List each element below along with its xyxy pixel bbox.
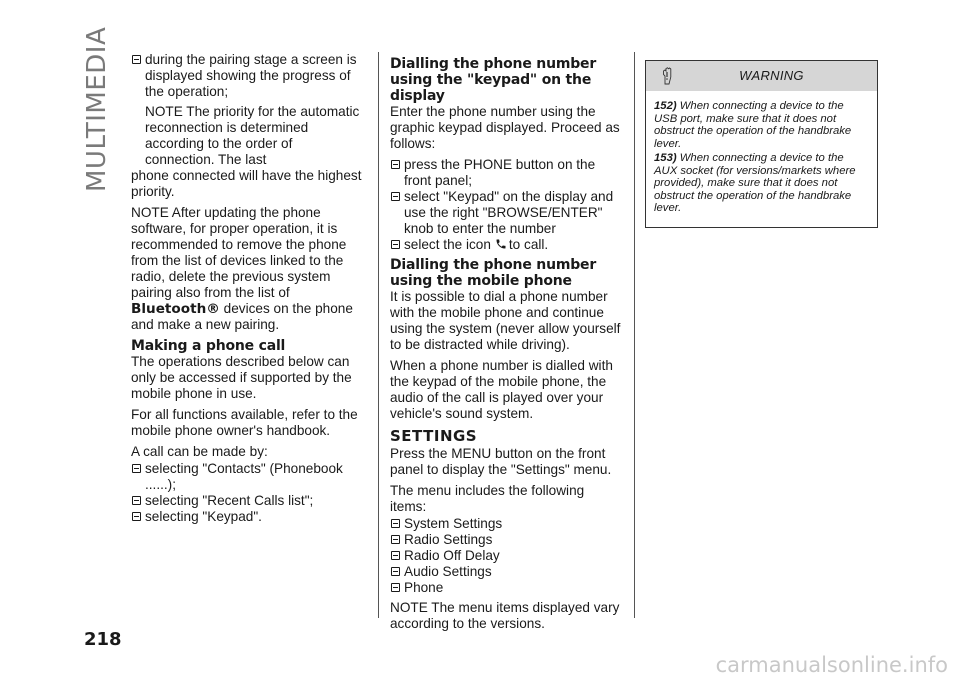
checkbox-bullet-icon: [132, 464, 141, 473]
note-update: NOTE After updating the phone software, for proper operation, it is recommended to remove the phone from the list of devices linked to the radio, delete the previous system pairing also from the list of Bluetooth® devices on the phone and make a new pairing.: [131, 205, 353, 332]
para-keypad: Enter the phone number using the graphic keypad displayed. Proceed as follows:: [390, 104, 620, 151]
checkbox-bullet-icon: [391, 519, 400, 528]
checkbox-bullet-icon: [391, 567, 400, 576]
page-number: 218: [84, 629, 122, 650]
para-functions: For all functions available, refer to the mobile phone owner's handbook.: [131, 407, 358, 438]
checkbox-bullet-icon: [391, 551, 400, 560]
heading-keypad: Dialling the phone number using the "keypad" on the display: [390, 56, 597, 104]
checkbox-bullet-icon: [391, 240, 400, 249]
list-item: selecting "Keypad".: [131, 509, 363, 525]
warning-header: [646, 61, 877, 91]
warning-item: 153) When connecting a device to the AUX socket (for versions/markets where provided), make sure that it does not obstruct the operation of the handbrake lever.: [654, 152, 856, 214]
para-mobile: It is possible to dial a phone number with the mobile phone and continue using the system (never allow yourself to be distracted while driving).: [390, 289, 621, 352]
list-item: press the PHONE button on the front panel;: [390, 157, 624, 189]
list-item: System Settings: [390, 516, 624, 532]
para-operations: The operations described below can only be accessed if supported by the mobile phone in use.: [131, 354, 352, 401]
section-side-title: [80, 26, 120, 192]
list-item: Audio Settings: [390, 564, 624, 580]
column-divider-1: [378, 52, 379, 618]
list-item: select "Keypad" on the display and use the right "BROWSE/ENTER" knob to enter the number: [390, 189, 624, 237]
list-item: Radio Settings: [390, 532, 624, 548]
checkbox-bullet-icon: [391, 583, 400, 592]
list-item: during the pairing stage a screen is displayed showing the progress of the operation;: [131, 52, 363, 100]
checkbox-bullet-icon: [391, 192, 400, 201]
warning-box: [645, 60, 878, 228]
warning-body: [646, 91, 877, 215]
column-divider-2: [634, 52, 635, 618]
list-item: selecting "Recent Calls list";: [131, 493, 363, 509]
phone-call-icon: [495, 238, 507, 250]
note-priority: NOTE The priority for the automatic reconnection is determined according to the order of connection. The last: [145, 104, 360, 167]
warning-item: 152) When connecting a device to the USB port, make sure that it does not obstruct the operation of the handbrake lever.: [654, 100, 852, 150]
list-item: select the icon to call.: [390, 237, 624, 253]
section-title-text: MULTIMEDIA: [82, 26, 112, 192]
para-menu: Press the MENU button on the front panel to display the "Settings" menu.: [390, 446, 612, 477]
list-item: Phone: [390, 580, 624, 596]
column-1: [131, 52, 363, 525]
heading-making-call: Making a phone call: [131, 338, 286, 354]
warning-title: WARNING: [739, 68, 804, 83]
para-call-by: A call can be made by:: [131, 444, 268, 459]
list-item: selecting "Contacts" (Phonebook ......);: [131, 461, 363, 493]
checkbox-bullet-icon: [132, 55, 141, 64]
heading-mobile: Dialling the phone number using the mobile phone: [390, 257, 597, 289]
note-menu: NOTE The menu items displayed vary according to the versions.: [390, 600, 620, 631]
checkbox-bullet-icon: [132, 496, 141, 505]
para-menu-items: The menu includes the following items:: [390, 483, 585, 514]
heading-settings: SETTINGS: [390, 427, 478, 445]
para-dialled: When a phone number is dialled with the keypad of the mobile phone, the audio of the call is played over your vehicle's sound system.: [390, 358, 613, 421]
checkbox-bullet-icon: [132, 512, 141, 521]
column-2: [390, 52, 624, 637]
watermark: carmanualsonline.info: [715, 653, 948, 677]
note-priority-cont: phone connected will have the highest priority.: [131, 168, 362, 199]
checkbox-bullet-icon: [391, 160, 400, 169]
checkbox-bullet-icon: [391, 535, 400, 544]
bluetooth-brand: Bluetooth®: [131, 301, 220, 317]
list-item: Radio Off Delay: [390, 548, 624, 564]
